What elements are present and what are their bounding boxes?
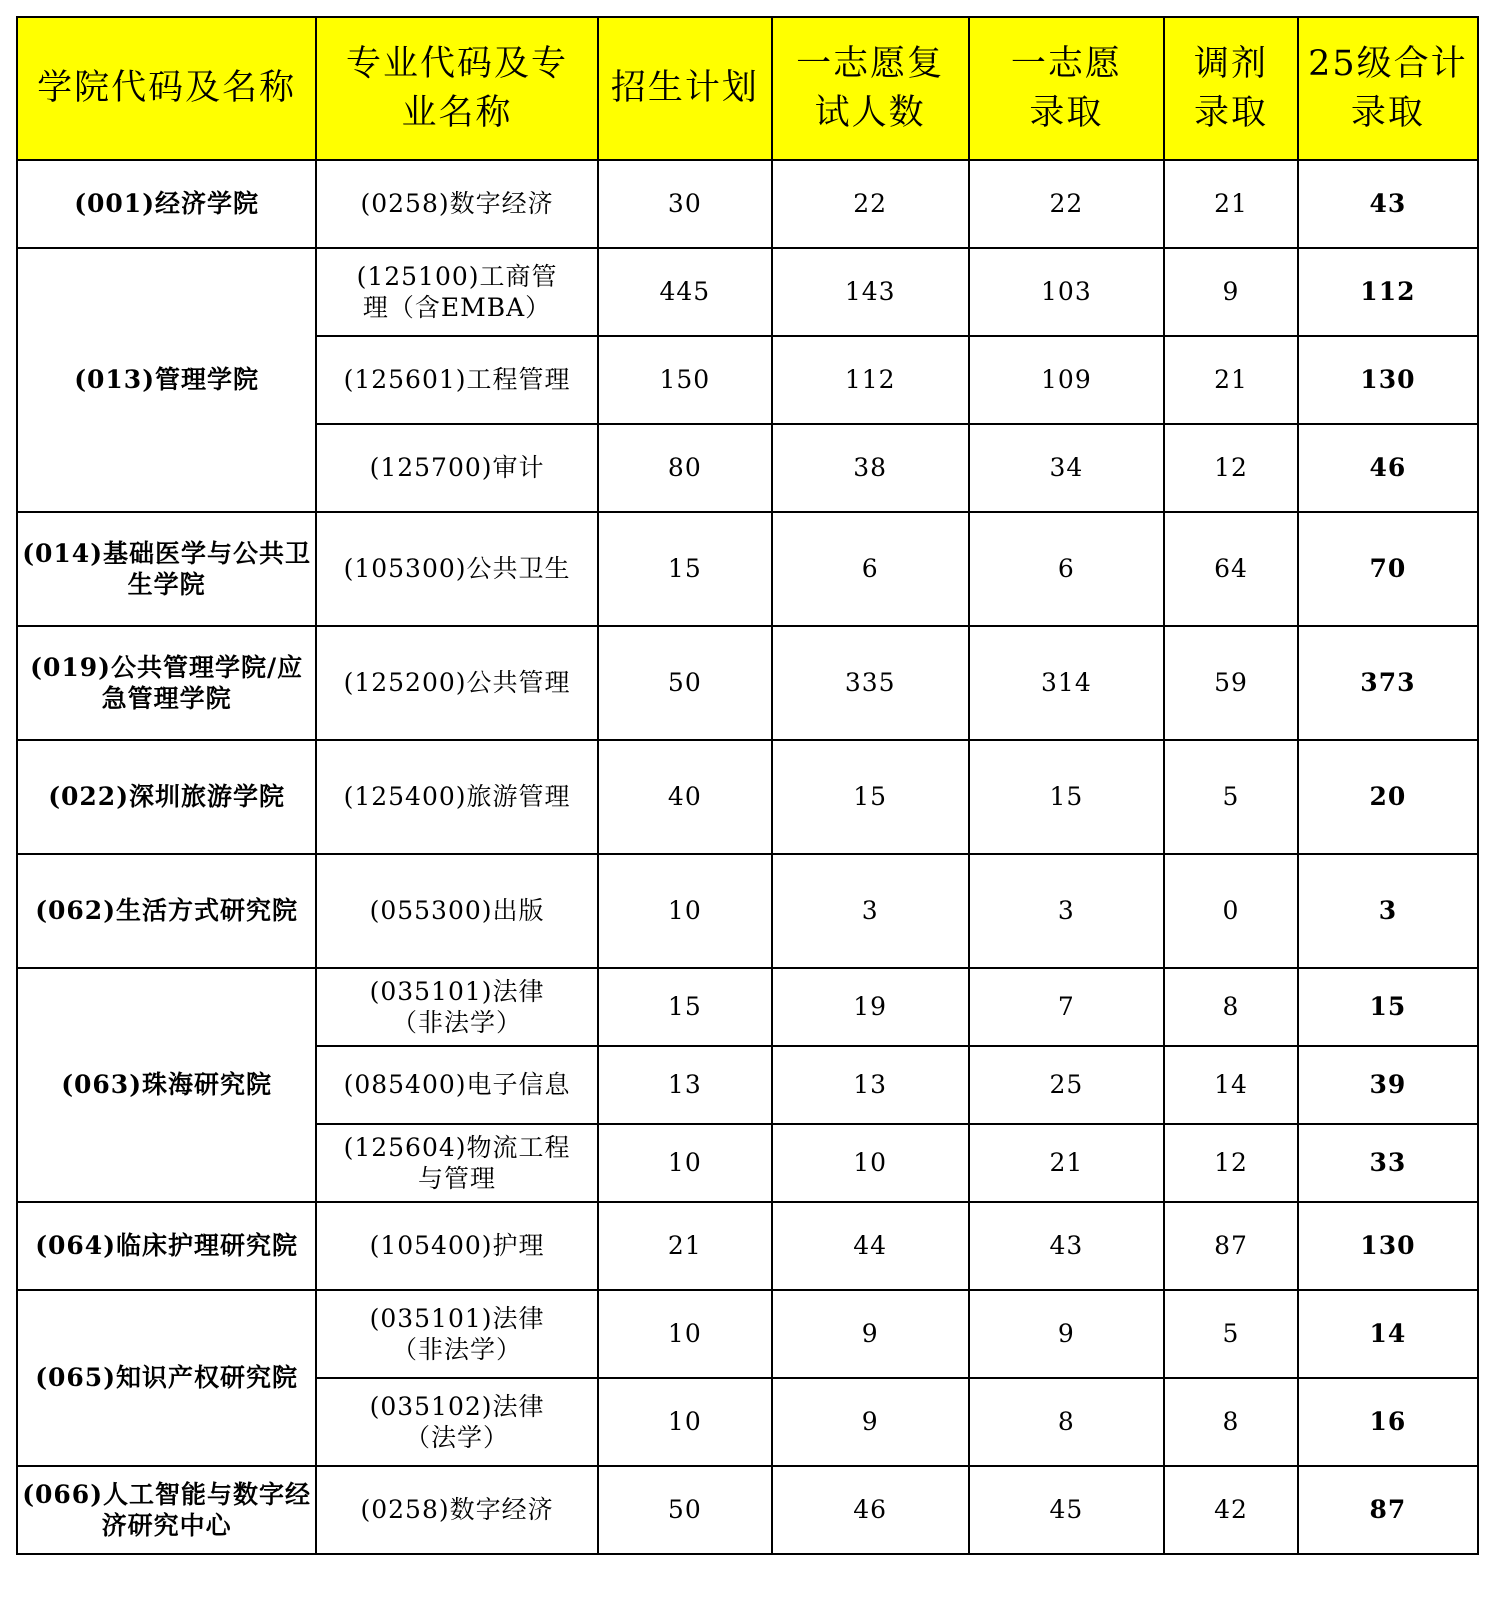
first-admit-cell: 21 — [969, 1124, 1165, 1202]
adjust-admit-cell: 8 — [1164, 968, 1298, 1046]
plan-cell: 10 — [598, 1290, 772, 1378]
retest-cell: 15 — [772, 740, 969, 854]
college-cell: (063)珠海研究院 — [17, 968, 316, 1202]
first-admit-cell: 314 — [969, 626, 1165, 740]
header-row — [17, 17, 1478, 160]
total-admit-cell: 87 — [1298, 1466, 1478, 1554]
adjust-admit-cell: 64 — [1164, 512, 1298, 626]
retest-cell: 22 — [772, 160, 969, 248]
adjust-admit-cell: 59 — [1164, 626, 1298, 740]
plan-cell: 10 — [598, 854, 772, 968]
major-cell: (125601)工程管理 — [316, 336, 598, 424]
header-retest: 一志愿复试人数 — [772, 17, 969, 160]
adjust-admit-cell: 5 — [1164, 740, 1298, 854]
major-cell: (035101)法律（非法学） — [316, 968, 598, 1046]
header-first-admit: 一志愿录取 — [969, 17, 1165, 160]
first-admit-cell: 45 — [969, 1466, 1165, 1554]
college-cell: (022)深圳旅游学院 — [17, 740, 316, 854]
header-college: 学院代码及名称 — [17, 17, 316, 160]
retest-cell: 10 — [772, 1124, 969, 1202]
retest-cell: 9 — [772, 1290, 969, 1378]
first-admit-cell: 7 — [969, 968, 1165, 1046]
adjust-admit-cell: 12 — [1164, 1124, 1298, 1202]
plan-cell: 15 — [598, 512, 772, 626]
adjust-admit-cell: 21 — [1164, 336, 1298, 424]
major-cell: (125100)工商管理（含EMBA） — [316, 248, 598, 336]
plan-cell: 50 — [598, 626, 772, 740]
retest-cell: 335 — [772, 626, 969, 740]
plan-cell: 80 — [598, 424, 772, 512]
first-admit-cell: 109 — [969, 336, 1165, 424]
major-cell: (085400)电子信息 — [316, 1046, 598, 1124]
table-row — [17, 160, 1478, 248]
major-cell: (055300)出版 — [316, 854, 598, 968]
adjust-admit-cell: 21 — [1164, 160, 1298, 248]
major-cell: (105400)护理 — [316, 1202, 598, 1290]
plan-cell: 150 — [598, 336, 772, 424]
first-admit-cell: 22 — [969, 160, 1165, 248]
total-admit-cell: 130 — [1298, 336, 1478, 424]
major-cell: (035101)法律（非法学） — [316, 1290, 598, 1378]
total-admit-cell: 43 — [1298, 160, 1478, 248]
adjust-admit-cell: 12 — [1164, 424, 1298, 512]
table-row — [17, 968, 1478, 1046]
first-admit-cell: 25 — [969, 1046, 1165, 1124]
table-row — [17, 1290, 1478, 1378]
table-row — [17, 854, 1478, 968]
major-cell: (105300)公共卫生 — [316, 512, 598, 626]
college-cell: (019)公共管理学院/应急管理学院 — [17, 626, 316, 740]
plan-cell: 50 — [598, 1466, 772, 1554]
table-row — [17, 512, 1478, 626]
retest-cell: 13 — [772, 1046, 969, 1124]
first-admit-cell: 34 — [969, 424, 1165, 512]
plan-cell: 40 — [598, 740, 772, 854]
plan-cell: 445 — [598, 248, 772, 336]
retest-cell: 9 — [772, 1378, 969, 1466]
first-admit-cell: 15 — [969, 740, 1165, 854]
plan-cell: 30 — [598, 160, 772, 248]
first-admit-cell: 103 — [969, 248, 1165, 336]
college-cell: (014)基础医学与公共卫生学院 — [17, 512, 316, 626]
major-cell: (125604)物流工程与管理 — [316, 1124, 598, 1202]
total-admit-cell: 14 — [1298, 1290, 1478, 1378]
plan-cell: 21 — [598, 1202, 772, 1290]
college-cell: (062)生活方式研究院 — [17, 854, 316, 968]
plan-cell: 10 — [598, 1378, 772, 1466]
first-admit-cell: 43 — [969, 1202, 1165, 1290]
total-admit-cell: 46 — [1298, 424, 1478, 512]
total-admit-cell: 16 — [1298, 1378, 1478, 1466]
total-admit-cell: 112 — [1298, 248, 1478, 336]
adjust-admit-cell: 0 — [1164, 854, 1298, 968]
total-admit-cell: 373 — [1298, 626, 1478, 740]
retest-cell: 38 — [772, 424, 969, 512]
plan-cell: 15 — [598, 968, 772, 1046]
total-admit-cell: 130 — [1298, 1202, 1478, 1290]
college-cell: (064)临床护理研究院 — [17, 1202, 316, 1290]
header-major: 专业代码及专业名称 — [316, 17, 598, 160]
header-plan: 招生计划 — [598, 17, 772, 160]
first-admit-cell: 3 — [969, 854, 1165, 968]
plan-cell: 10 — [598, 1124, 772, 1202]
retest-cell: 3 — [772, 854, 969, 968]
retest-cell: 44 — [772, 1202, 969, 1290]
major-cell: (035102)法律（法学） — [316, 1378, 598, 1466]
table-row — [17, 740, 1478, 854]
table-row — [17, 1466, 1478, 1554]
admission-table — [16, 16, 1479, 1555]
first-admit-cell: 9 — [969, 1290, 1165, 1378]
major-cell: (125700)审计 — [316, 424, 598, 512]
college-cell: (013)管理学院 — [17, 248, 316, 512]
retest-cell: 143 — [772, 248, 969, 336]
header-total-admit: 25级合计录取 — [1298, 17, 1478, 160]
major-cell: (0258)数字经济 — [316, 1466, 598, 1554]
first-admit-cell: 6 — [969, 512, 1165, 626]
adjust-admit-cell: 42 — [1164, 1466, 1298, 1554]
college-cell: (066)人工智能与数字经济研究中心 — [17, 1466, 316, 1554]
total-admit-cell: 70 — [1298, 512, 1478, 626]
table-row — [17, 248, 1478, 336]
adjust-admit-cell: 9 — [1164, 248, 1298, 336]
college-cell: (065)知识产权研究院 — [17, 1290, 316, 1466]
adjust-admit-cell: 8 — [1164, 1378, 1298, 1466]
total-admit-cell: 39 — [1298, 1046, 1478, 1124]
total-admit-cell: 33 — [1298, 1124, 1478, 1202]
retest-cell: 46 — [772, 1466, 969, 1554]
adjust-admit-cell: 14 — [1164, 1046, 1298, 1124]
total-admit-cell: 15 — [1298, 968, 1478, 1046]
total-admit-cell: 3 — [1298, 854, 1478, 968]
retest-cell: 112 — [772, 336, 969, 424]
header-adjust-admit: 调剂录取 — [1164, 17, 1298, 160]
college-cell: (001)经济学院 — [17, 160, 316, 248]
adjust-admit-cell: 87 — [1164, 1202, 1298, 1290]
major-cell: (125200)公共管理 — [316, 626, 598, 740]
major-cell: (0258)数字经济 — [316, 160, 598, 248]
major-cell: (125400)旅游管理 — [316, 740, 598, 854]
table-row — [17, 626, 1478, 740]
adjust-admit-cell: 5 — [1164, 1290, 1298, 1378]
table-row — [17, 1202, 1478, 1290]
plan-cell: 13 — [598, 1046, 772, 1124]
first-admit-cell: 8 — [969, 1378, 1165, 1466]
total-admit-cell: 20 — [1298, 740, 1478, 854]
retest-cell: 6 — [772, 512, 969, 626]
retest-cell: 19 — [772, 968, 969, 1046]
